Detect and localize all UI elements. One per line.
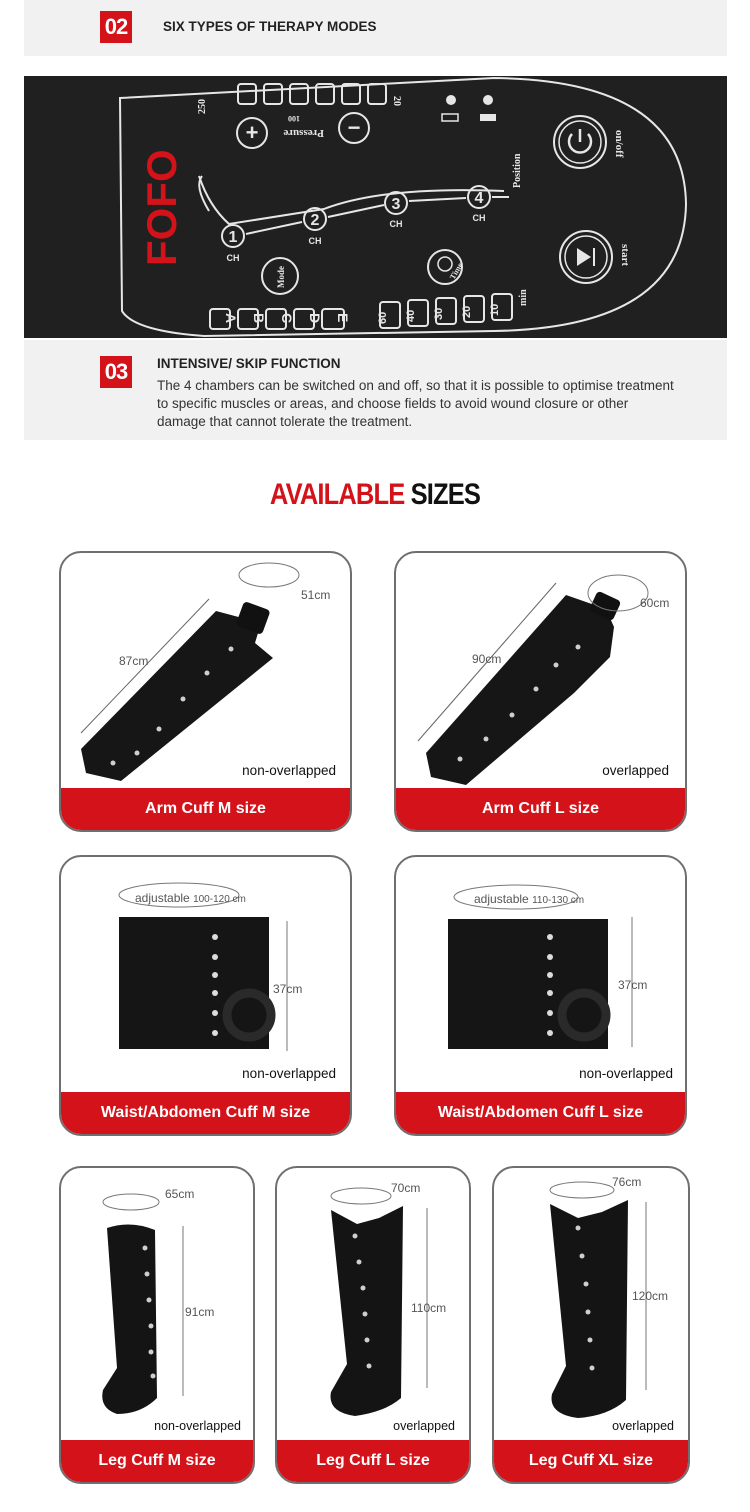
chamber-label-4: CH (472, 213, 486, 223)
size-label-band: Waist/Abdomen Cuff M size (61, 1092, 350, 1134)
section-title: INTENSIVE/ SKIP FUNCTION (157, 356, 341, 371)
overlap-note: overlapped (393, 1419, 455, 1433)
circumference-label: 65cm (165, 1187, 195, 1201)
size-label-band: Leg Cuff L size (277, 1440, 469, 1482)
overlap-note: non-overlapped (154, 1419, 241, 1433)
section-02-strip (24, 0, 727, 56)
mode-d: D (307, 313, 323, 324)
arm-cuff-image (396, 553, 685, 793)
size-card-leg-l (275, 1166, 471, 1484)
pressure-max: 250 (197, 99, 208, 114)
circumference-label: 76cm (612, 1175, 642, 1189)
adjustable-range: 100-120 cm (193, 894, 246, 905)
time-20: 20 (461, 305, 473, 318)
chamber-label-2: CH (308, 236, 322, 246)
overlap-note: non-overlapped (579, 1066, 673, 1081)
size-card-waist-l (394, 855, 687, 1136)
size-label-band: Waist/Abdomen Cuff L size (396, 1092, 685, 1134)
circumference-label: 70cm (391, 1181, 421, 1195)
overlap-note: non-overlapped (242, 1066, 336, 1081)
section-number-badge: 03 (100, 356, 132, 388)
control-panel-image (24, 76, 727, 338)
brand-logo: FOFO (138, 149, 185, 266)
length-label: 120cm (632, 1289, 669, 1303)
svg-text:−: − (347, 115, 361, 140)
onoff-label: on/off (613, 130, 625, 158)
height-label: 37cm (273, 982, 303, 996)
control-panel-drawing (24, 76, 727, 338)
adjustable-word: adjustable (135, 891, 190, 905)
length-label: 90cm (472, 652, 502, 666)
adjustable-label (474, 892, 584, 906)
mode-e: E (335, 313, 351, 323)
mode-label: Mode (276, 266, 286, 288)
overlap-note: overlapped (602, 763, 669, 778)
leg-cuff-image (494, 1168, 688, 1448)
leg-cuff-image (277, 1168, 469, 1448)
size-card-leg-xl (492, 1166, 690, 1484)
mode-b: B (251, 313, 267, 324)
circumference-label: 51cm (301, 588, 331, 602)
section-body: The 4 chambers can be switched on and off, so that it is possible to optimise treatment to specific muscles or areas, and choose fields to avoid wound closure or other damage that cannot tolerate the treatment. (157, 378, 674, 429)
chamber-1: 1 (228, 229, 238, 246)
time-10: 10 (489, 303, 501, 316)
pressure-min: 20 (391, 96, 402, 106)
available-sizes-heading (56, 478, 694, 512)
heading-black: SIZES (410, 478, 481, 511)
size-card-arm-m (59, 551, 352, 832)
pressure-label: Pressure (283, 127, 324, 139)
chamber-2: 2 (310, 212, 320, 229)
time-60: 60 (377, 311, 389, 324)
pressure-mid: 100 (288, 114, 300, 123)
chamber-label-1: CH (226, 253, 240, 263)
length-label: 87cm (119, 654, 149, 668)
time-40: 40 (405, 309, 417, 322)
overlap-note: non-overlapped (242, 763, 336, 778)
time-30: 30 (433, 307, 445, 320)
time-label: Time (447, 261, 465, 281)
size-card-waist-m (59, 855, 352, 1136)
min-label: min (518, 289, 529, 306)
size-label-band: Leg Cuff M size (61, 1440, 253, 1482)
size-card-arm-l (394, 551, 687, 832)
mode-a: A (223, 313, 239, 324)
mode-c: C (279, 313, 295, 324)
section-title: SIX TYPES OF THERAPY MODES (163, 19, 377, 34)
height-label: 37cm (618, 978, 648, 992)
section-03-strip (24, 340, 727, 440)
leg-cuff-image (61, 1168, 253, 1448)
adjustable-word: adjustable (474, 892, 529, 906)
waist-cuff-image (61, 857, 350, 1097)
adjustable-range: 110-130 cm (532, 895, 585, 906)
arm-cuff-image (61, 553, 350, 793)
start-label: start (619, 244, 631, 266)
overlap-note: overlapped (612, 1419, 674, 1433)
chamber-4: 4 (474, 190, 484, 207)
chamber-3: 3 (391, 196, 401, 213)
waist-cuff-image (396, 857, 685, 1097)
chamber-label-3: CH (389, 219, 403, 229)
size-label-band: Arm Cuff M size (61, 788, 350, 830)
circumference-label: 60cm (640, 596, 670, 610)
size-card-leg-m (59, 1166, 255, 1484)
size-label-band: Leg Cuff XL size (494, 1440, 688, 1482)
length-label: 91cm (185, 1305, 215, 1319)
adjustable-label (135, 891, 246, 905)
position-label: Position (512, 153, 523, 188)
size-label-band: Arm Cuff L size (396, 788, 685, 830)
heading-red: AVAILABLE (269, 478, 405, 511)
section-number-badge: 02 (100, 11, 132, 43)
length-label: 110cm (411, 1301, 447, 1315)
svg-text:+: + (245, 120, 259, 145)
